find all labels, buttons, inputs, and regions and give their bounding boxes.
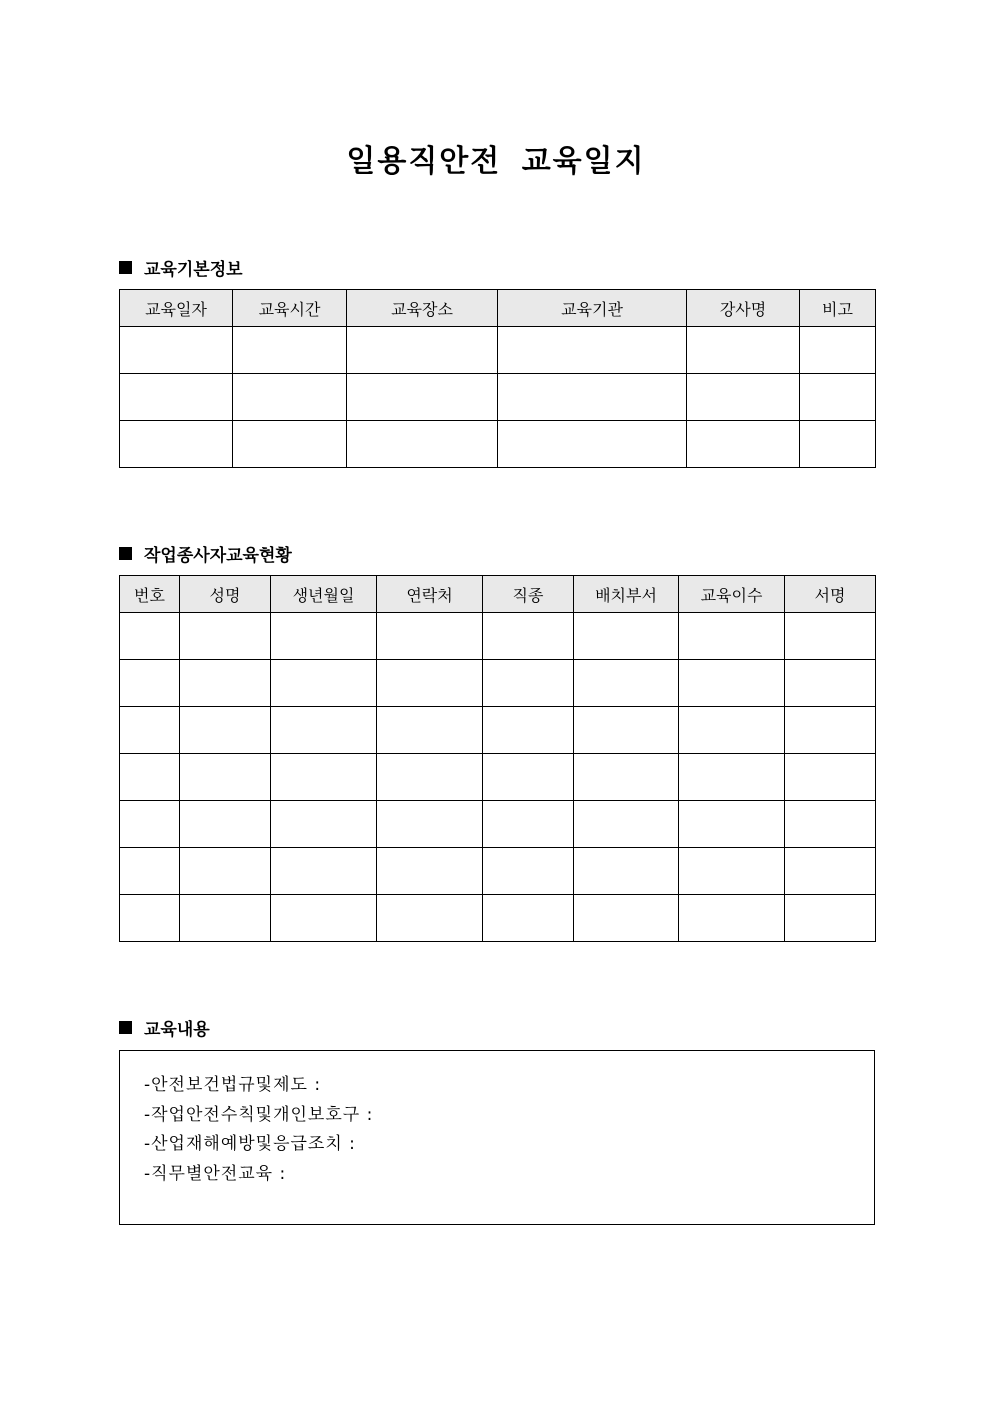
table-cell[interactable] [233,327,347,374]
table-cell[interactable] [679,660,785,707]
column-header-job-type: 직종 [483,576,574,613]
table-cell[interactable] [377,707,483,754]
table-cell[interactable] [271,754,377,801]
table-row [120,848,876,895]
table-cell[interactable] [180,707,271,754]
table-cell[interactable] [347,421,498,468]
column-header-name: 성명 [180,576,271,613]
table-cell[interactable] [574,660,679,707]
basic-info-table [119,289,876,468]
table-cell[interactable] [271,660,377,707]
table-cell[interactable] [785,895,876,942]
table-cell[interactable] [347,374,498,421]
section-heading-content [119,1015,210,1040]
table-cell[interactable] [180,848,271,895]
table-cell[interactable] [687,421,800,468]
table-cell[interactable] [377,848,483,895]
table-cell[interactable] [687,327,800,374]
section-heading-label: 교육내용 [144,1020,210,1040]
table-cell[interactable] [785,848,876,895]
table-cell[interactable] [120,848,180,895]
workers-table [119,575,876,942]
content-line-job-safety: -직무별안전교육 : [144,1163,287,1184]
square-bullet-icon [119,547,132,560]
table-cell[interactable] [498,374,687,421]
table-row [120,801,876,848]
table-cell[interactable] [271,895,377,942]
table-cell[interactable] [679,801,785,848]
table-cell[interactable] [180,895,271,942]
table-cell[interactable] [271,848,377,895]
table-cell[interactable] [120,421,233,468]
table-cell[interactable] [120,374,233,421]
table-cell[interactable] [180,660,271,707]
table-cell[interactable] [574,707,679,754]
table-cell[interactable] [180,754,271,801]
content-line-safety-law: -안전보건법규및제도 : [144,1075,322,1095]
table-header-row [120,290,876,327]
table-row [120,374,876,421]
table-cell[interactable] [785,707,876,754]
column-header-number: 번호 [120,576,180,613]
table-cell[interactable] [377,660,483,707]
table-cell[interactable] [785,613,876,660]
content-line-accident-prevention: -산업재해예방및응급조치 : [144,1134,356,1154]
table-cell[interactable] [377,754,483,801]
table-cell[interactable] [498,421,687,468]
table-cell[interactable] [574,754,679,801]
table-cell[interactable] [120,801,180,848]
table-cell[interactable] [687,374,800,421]
table-cell[interactable] [574,801,679,848]
table-cell[interactable] [233,374,347,421]
table-cell[interactable] [800,421,876,468]
table-cell[interactable] [498,327,687,374]
table-row [120,707,876,754]
table-cell[interactable] [120,327,233,374]
table-cell[interactable] [679,848,785,895]
table-cell[interactable] [483,660,574,707]
table-cell[interactable] [800,327,876,374]
table-cell[interactable] [347,327,498,374]
table-cell[interactable] [679,895,785,942]
column-header-completion: 교육이수 [679,576,785,613]
table-cell[interactable] [377,895,483,942]
square-bullet-icon [119,261,132,274]
table-cell[interactable] [483,707,574,754]
column-header-birthdate: 생년월일 [271,576,377,613]
table-cell[interactable] [483,801,574,848]
section-heading-label: 작업종사자교육현황 [144,546,292,566]
table-cell[interactable] [574,613,679,660]
content-list [144,1071,373,1189]
table-cell[interactable] [483,848,574,895]
column-header-edu-place: 교육장소 [347,290,498,327]
section-heading-label: 교육기본정보 [144,260,243,280]
column-header-remarks: 비고 [800,290,876,327]
table-cell[interactable] [271,707,377,754]
section-heading-workers [119,541,292,566]
content-line-work-safety: -작업안전수칙및개인보호구 : [144,1104,374,1125]
column-header-edu-date: 교육일자 [120,290,233,327]
table-cell[interactable] [785,801,876,848]
table-row [120,895,876,942]
document-title: 일용직안전 교육일지 [346,144,646,179]
column-header-edu-institution: 교육기관 [498,290,687,327]
table-cell[interactable] [120,660,180,707]
table-row [120,421,876,468]
column-header-edu-time: 교육시간 [233,290,347,327]
table-cell[interactable] [120,754,180,801]
table-cell[interactable] [120,613,180,660]
column-header-department: 배치부서 [574,576,679,613]
table-cell[interactable] [574,895,679,942]
table-cell[interactable] [180,801,271,848]
column-header-instructor: 강사명 [687,290,800,327]
table-cell[interactable] [483,895,574,942]
table-cell[interactable] [377,613,483,660]
table-cell[interactable] [800,374,876,421]
table-cell[interactable] [271,613,377,660]
table-row [120,327,876,374]
table-cell[interactable] [679,754,785,801]
table-cell[interactable] [679,707,785,754]
table-cell[interactable] [120,895,180,942]
table-cell[interactable] [233,421,347,468]
table-cell[interactable] [483,754,574,801]
table-cell[interactable] [483,613,574,660]
table-cell[interactable] [271,801,377,848]
table-row [120,754,876,801]
table-cell[interactable] [180,613,271,660]
column-header-contact: 연락처 [377,576,483,613]
table-header-row [120,576,876,613]
column-header-signature: 서명 [785,576,876,613]
table-cell[interactable] [785,660,876,707]
table-cell[interactable] [377,801,483,848]
square-bullet-icon [119,1021,132,1034]
table-cell[interactable] [785,754,876,801]
section-heading-basic-info [119,255,243,280]
education-content-box[interactable] [119,1050,875,1225]
table-row [120,613,876,660]
table-cell[interactable] [120,707,180,754]
table-row [120,660,876,707]
table-cell[interactable] [574,848,679,895]
table-cell[interactable] [679,613,785,660]
